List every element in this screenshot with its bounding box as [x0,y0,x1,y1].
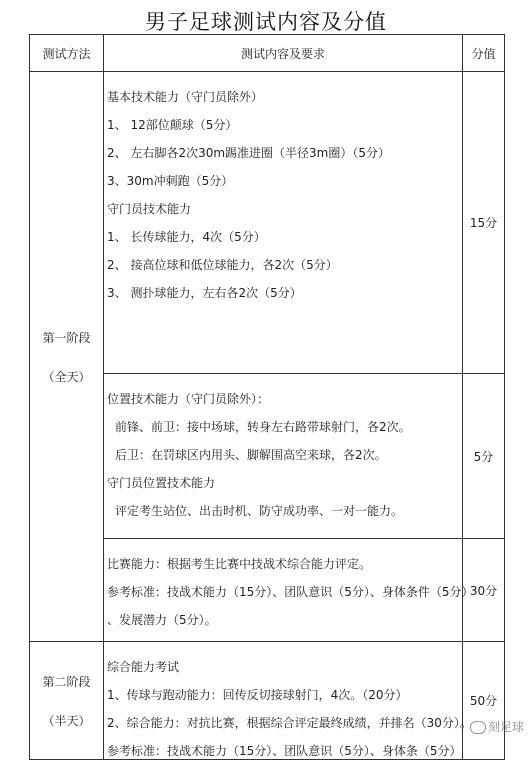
header-method: 测试方法 [30,35,104,72]
content-line: 3、 测扑球能力，左右各2次（5分） [107,286,302,300]
content-line: 前锋、前卫：接中场球，转身左右路带球射门，各2次。 [115,420,411,434]
stage1-block1-content [104,72,463,374]
stage1-block3-score: 30分 [463,539,505,642]
content-line: 评定考生站位、出击时机、防守成功率、一对一能力。 [115,504,404,518]
header-content: 测试内容及要求 [104,35,463,72]
content-line: 1、 12部位颠球（5分） [107,118,238,132]
content-line: 基本技术能力（守门员除外） [107,90,264,104]
table-row [30,72,505,374]
stage2-block1-score: 50分 [463,642,505,760]
stage1-block2-score: 5分 [463,374,505,539]
table-header-row [30,35,505,72]
content-line: 、发展潜力（5分）。 [107,613,217,627]
content-line: 比赛能力：根据考生比赛中技战术综合能力评定。 [107,557,372,571]
content-line: 守门员位置技术能力 [107,476,216,490]
content-line: 综合能力考试 [107,660,180,674]
stage2-method-cell [30,642,104,760]
stage2-name: 第二阶段 [42,674,91,689]
stage1-method-cell [30,72,104,642]
stage1-block1-score: 15分 [463,72,505,374]
content-line: 3、30m冲刺跑（5分） [107,174,234,188]
stage2-duration: （半天） [42,713,91,728]
table-row [30,642,505,760]
watermark [470,718,524,735]
watermark-text: 刻足球 [487,720,524,734]
header-score: 分值 [463,35,505,72]
stage1-block2-content [104,374,463,539]
content-line: 守门员技术能力 [107,202,192,216]
content-line: 参考标准：技战术能力（15分）、团队意识（5分）、身体条（5分） [107,744,462,758]
content-line: 2、综合能力：对抗比赛，根据综合评定最终成绩，并排名（30分）。 [107,716,472,730]
content-line: 2、 左右脚各2次30m踢准进圈（半径3m圈）（5分） [107,146,391,160]
content-line: 后卫：在罚球区内用头、脚解围高空来球，各2次。 [115,448,387,462]
page-title: 男子足球测试内容及分值 [145,10,387,34]
wechat-icon [470,721,486,734]
stage1-block3-content [104,539,474,642]
stage1-duration: （全天） [42,369,91,384]
content-line: 位置技术能力（守门员除外）： [107,392,270,406]
test-content-table [29,34,505,760]
content-line: 参考标准：技战术能力（15分）、团队意识（5分）、身体条件（5分） [107,585,474,599]
content-line: 1、 长传球能力，4次（5分） [107,230,266,244]
stage2-block1-content [104,642,472,760]
stage1-name: 第一阶段 [42,330,91,345]
content-line: 2、 接高位球和低位球能力，各2次（5分） [107,258,338,272]
content-line: 1、传球与跑动能力：回传反切接球射门，4次。（20分） [107,688,408,702]
